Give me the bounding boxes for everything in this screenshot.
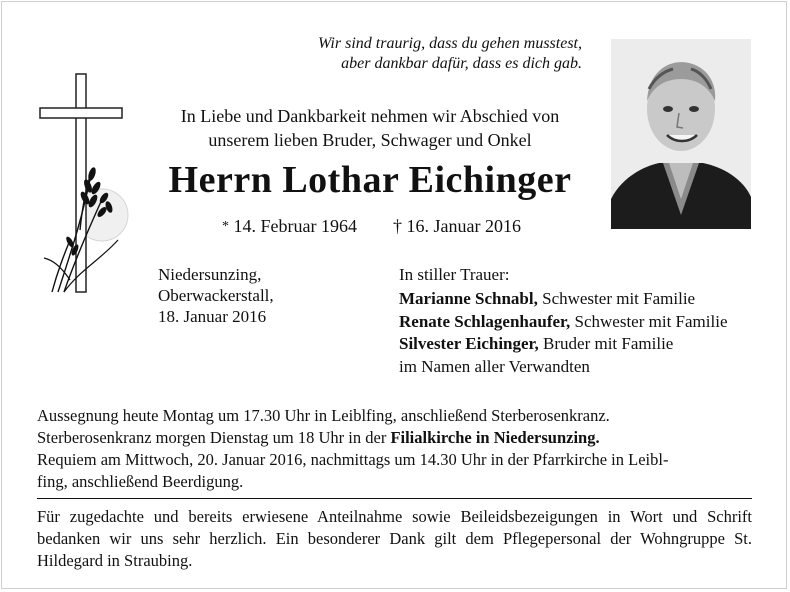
services-line-2-text: Sterberosenkranz morgen Dienstag um 18 Uhr in der: [37, 428, 391, 447]
death-symbol: †: [393, 216, 402, 236]
services-line-3: Requiem am Mittwoch, 20. Januar 2016, nachmittags um 14.30 Uhr in der Pfarrkirche in Leibl-: [37, 450, 669, 469]
deceased-name: Herrn Lothar Eichinger: [168, 159, 572, 201]
mourners-heading: In stiller Trauer:: [399, 265, 510, 284]
portrait-illustration: [611, 39, 751, 229]
services-line-4: fing, anschließend Beerdigung.: [37, 472, 244, 491]
mourner-entry: [399, 333, 673, 355]
mourner-relation: Bruder mit Familie: [543, 334, 674, 353]
thanks-text: Für zugedachte und bereits erwiesene Anteilnahme sowie Beileidsbezeigungen in Wort und Schrift bedanken wir uns sehr herzlich. Ein besonderer Dank gilt dem Pflegepersonal der Wohngruppe St. Hildegard in Straubing.: [37, 507, 752, 570]
motto-line-2: aber dankbar dafür, dass es dich gab.: [341, 55, 582, 72]
birth-symbol: *: [222, 219, 229, 234]
place-line-1: Niedersunzing,: [158, 265, 262, 284]
mourner-relation: Schwester mit Familie: [542, 289, 696, 308]
death-date: [393, 216, 521, 237]
services-line-2: [37, 427, 752, 449]
mourners-footer: im Namen aller Verwandten: [399, 357, 590, 376]
mourner-entry: [399, 288, 695, 310]
death-date-text: 16. Januar 2016: [406, 216, 521, 236]
mourner-name: Silvester Eichinger,: [399, 334, 539, 353]
intro-line-2: unserem lieben Bruder, Schwager und Onkel: [208, 130, 532, 150]
mourner-entry: [399, 311, 728, 333]
mourner-name: Renate Schlagenhaufer,: [399, 312, 571, 331]
place-line-2: Oberwackerstall,: [158, 286, 274, 305]
mourner-name: Marianne Schnabl,: [399, 289, 538, 308]
place-line-3: 18. Januar 2016: [158, 307, 267, 326]
motto-line-1: Wir sind traurig, dass du gehen musstest,: [317, 35, 582, 52]
divider-rule: [37, 498, 752, 499]
birth-date: [222, 216, 357, 237]
church-name: Filialkirche in Niedersunzing.: [390, 428, 600, 447]
portrait-photo: [611, 39, 751, 229]
mourner-relation: Schwester mit Familie: [574, 312, 728, 331]
services-line-1: Aussegnung heute Montag um 17.30 Uhr in Leiblfing, anschließend Sterberosenkranz.: [37, 406, 610, 425]
birth-date-text: 14. Februar 1964: [233, 216, 357, 236]
intro-line-1: In Liebe und Dankbarkeit nehmen wir Abschied von: [180, 106, 560, 126]
